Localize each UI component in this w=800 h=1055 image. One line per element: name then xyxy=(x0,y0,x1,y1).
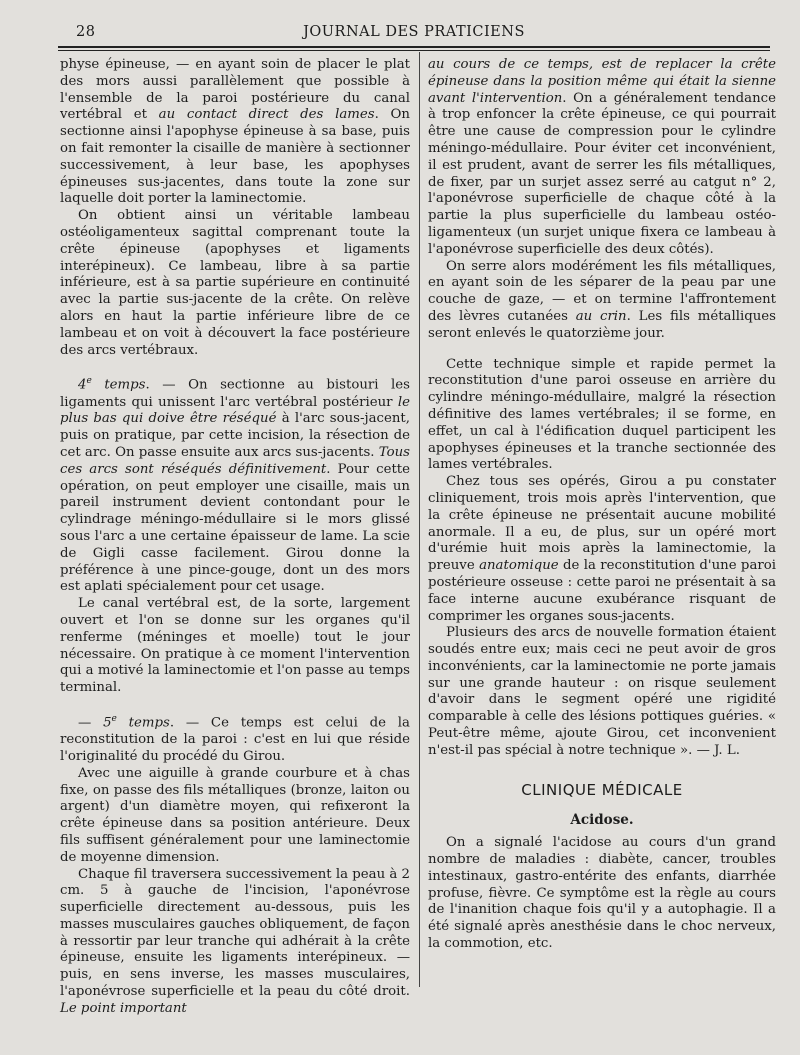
journal-title: JOURNAL DES PRATICIENS xyxy=(303,24,525,40)
page-number: 28 xyxy=(76,24,96,40)
left-column xyxy=(60,57,410,1018)
text-run: à l'arc sous-jacent, puis on pratique, par cette incision, la résection de cet arc. On passe ensuite aux arcs sus-jacents. xyxy=(60,411,410,460)
text-run: le plus bas qui doive être réséqué xyxy=(60,394,410,427)
paragraph xyxy=(60,57,410,208)
text-run: On serre alors modérément les fils métalliques, en ayant soin de les séparer de la peau par une couche de gaze, — et on termine l'affrontement des lèvres cutanées xyxy=(428,258,776,324)
text-run: 5 xyxy=(103,715,112,731)
text-run: . — Ce temps est celui de la reconstitution de la paroi : c'est en lui que réside l'originalité du procédé du Girou. xyxy=(60,715,410,764)
text-run: de la reconstitution d'une paroi postérieure osseuse : cette paroi ne présentait à sa face interne aucune exubérance risquant de comprimer les organes sous-jacents. xyxy=(428,558,776,624)
text-run: au cours de ce temps, est de replacer la crête épineuse dans la position même qui était la sienne avant l'intervention xyxy=(428,57,776,106)
section-heading: CLINIQUE MÉDICALE xyxy=(521,780,683,799)
header-rule xyxy=(58,46,770,48)
paragraph: Cette technique simple et rapide permet la reconstitution d'une paroi osseuse en arrière du cylindre méningo-médullaire, malgré la résection définitive des lames vertébrales; il se forme, en effet, un cal à l'édification duquel participent les apophyses épineuses et la tranche sectionnée des lames vertébrales. xyxy=(428,356,776,473)
text-run: . — On sectionne au bistouri les ligaments qui unissent l'arc vertébral postérieur xyxy=(60,377,410,410)
text-run: au crin xyxy=(575,308,627,324)
text-run: temps xyxy=(91,377,146,393)
text-run: Tous ces arcs sont réséqués définitivement xyxy=(60,444,410,477)
text-run: . On a généralement tendance à trop enfoncer la crête épineuse, ce qui pourrait être une cause de compression pour le cylindre méningo-médullaire. Pour éviter cet inconvénient, il est prudent, avant de serrer les fils métalliques, de fixer, par un surjet assez serré au catgut n° 2, l'aponévrose superficielle de chaque côté à la partie la plus superficielle du lambeau ostéo-ligamenteux (un surjet unique fixera ce lambeau à l'aponévrose superficielle des deux côtés). xyxy=(428,90,776,257)
paragraph: Le canal vertébral est, de la sorte, largement ouvert et l'on se donne sur les organes qu'il renferme (méninges et moelle) tout le jour nécessaire. On pratique à ce moment l'intervention qui a motivé la laminectomie et l'on passe au temps terminal. xyxy=(60,596,410,696)
paragraph: Plusieurs des arcs de nouvelle formation étaient soudés entre eux; mais ceci ne peut avoir de gros inconvénients, car la laminectomie ne porte jamais sur une grande hauteur : on risque seulement d'avoir dans le segment opéré une rigidité comparable à celle des lésions pottiques guéries. « Peut-être même, ajoute Girou, cet inconvenient n'est-il pas spécial à notre technique ». — J. L. xyxy=(428,625,776,758)
paragraph xyxy=(60,711,410,766)
text-run: temps xyxy=(116,715,170,731)
text-run: e xyxy=(111,713,117,724)
text-run: Le point important xyxy=(60,1000,187,1016)
text-run: e xyxy=(86,376,92,387)
text-run: Chaque fil traversera successivement la peau à 2 cm. 5 à gauche de l'incision, l'aponévrose superficielle directement au-dessous, puis les masses musculaires gauches obliquement, de façon à ressortir par leur tranche qui adhérait à la crête épineuse, ensuite les ligaments interépineux. — puis, en sens inverse, les masses musculaires, l'aponévrose superficielle et la peau du côté droit. xyxy=(60,866,410,1000)
text-run: anatomique xyxy=(479,558,559,574)
text-run: — xyxy=(78,715,104,731)
paragraph: On a signalé l'acidose au cours d'un grand nombre de maladies : diabète, cancer, troubles intestinaux, gastro-entérite des enfants, diarrhée profuse, fièvre. Ce symptôme est la règle au cours de l'inanition chaque fois qu'il y a autophagie. Il a été signalé après anesthésie dans le choc nerveux, la commotion, etc. xyxy=(428,835,776,952)
paragraph xyxy=(60,867,410,1018)
paragraph xyxy=(428,474,776,625)
right-column xyxy=(428,57,776,953)
paragraph xyxy=(428,259,776,343)
text-run: . Les fils métalliques seront enlevés le quatorzième jour. xyxy=(428,308,776,341)
text-run: au contact direct des lames xyxy=(158,107,375,123)
article-title: Acidose. xyxy=(570,812,634,829)
paragraph: On obtient ainsi un véritable lambeau ostéoligamenteux sagittal comprenant toute la crête épineuse (apophyses et ligaments interépineux). Ce lambeau, libre à sa partie inférieure, est à sa partie supérieure en continuité avec la partie sus-jacente de la crête. On relève alors en haut la partie inférieure libre de ce lambeau et on voit à découvert la face postérieure des arcs vertébraux. xyxy=(60,208,410,358)
paragraph: Avec une aiguille à grande courbure et à chas fixe, on passe des fils métalliques (bronze, laiton ou argent) d'un diamètre moyen, qui refixeront la crête épineuse dans sa position antérieure. Deux fils suffisent généralement pour une laminectomie de moyenne dimension. xyxy=(60,765,410,865)
text-run: Chez tous ses opérés, Girou a pu constater cliniquement, trois mois après l'intervention, que la crête épineuse ne présentait aucune mobilité anormale. Il a eu, de plus, sur un opéré mort d'urémie huit mois après la laminectomie, la preuve xyxy=(428,474,776,574)
page-header xyxy=(60,22,768,44)
text-run: physe épineuse, — en ayant soin de placer le plat des mors aussi parallèlement que possible à l'ensemble de la paroi postérieure du canal vertébral et xyxy=(60,57,410,123)
text-run: . On sectionne ainsi l'apophyse épineuse à sa base, puis on fait remonter la cisaille de manière à sectionner successivement, à leur base, les apophyses épineuses sus-jacentes, dans toute la zone sur laquelle doit porter la laminectomie. xyxy=(60,107,410,207)
paragraph xyxy=(428,57,776,259)
header-rule-thin xyxy=(58,50,770,51)
column-divider xyxy=(419,52,420,987)
paragraph xyxy=(60,373,410,596)
text-run: 4 xyxy=(78,377,87,393)
text-run: . Pour cette opération, on peut employer une cisaille, mais un pareil instrument devient contondant pour le cylindrage méningo-médullaire si le mors glissé sous l'arc a une certaine épaisseur de lame. La scie de Gigli casse facilement. Girou donne la préférence à une pince-gouge, dont un des mors est aplati spécialement pour cet usage. xyxy=(60,461,411,595)
